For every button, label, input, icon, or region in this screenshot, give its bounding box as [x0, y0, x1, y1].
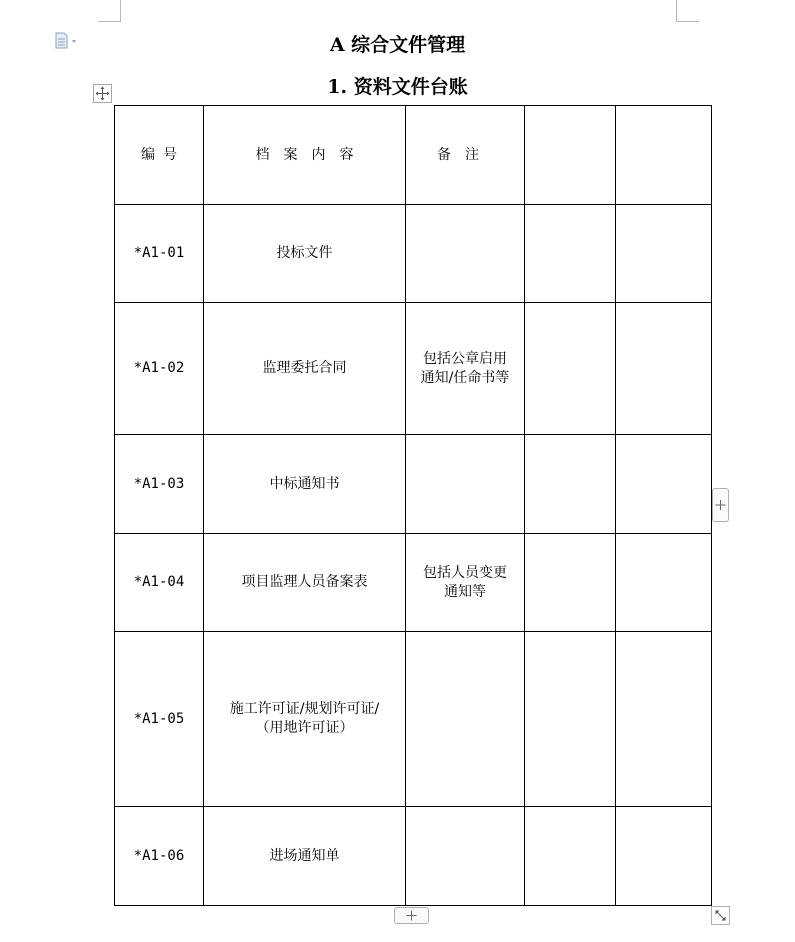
row-number-cell[interactable]: *A1-05	[115, 632, 204, 807]
row-number-cell[interactable]: *A1-01	[115, 205, 204, 303]
table-row	[115, 435, 712, 534]
row-extra-cell-1[interactable]	[525, 205, 616, 303]
row-extra-cell-2[interactable]	[616, 303, 712, 435]
plus-icon	[395, 908, 428, 923]
row-number-cell[interactable]: *A1-02	[115, 303, 204, 435]
content-line: 施工许可证/规划许可证/	[229, 701, 380, 717]
remark-line: 包括人员变更	[423, 564, 507, 581]
row-number-cell[interactable]: *A1-04	[115, 534, 204, 632]
header-content-cell[interactable]	[204, 106, 406, 205]
document-title: A 综合文件管理	[329, 34, 466, 56]
plus-icon	[713, 489, 728, 521]
row-number-cell[interactable]: *A1-03	[115, 435, 204, 534]
table-resize-handle[interactable]	[711, 906, 730, 925]
table-move-icon	[94, 85, 111, 102]
row-extra-cell-2[interactable]	[616, 205, 712, 303]
row-remark-cell[interactable]	[406, 807, 525, 906]
table-row	[115, 807, 712, 906]
row-extra-cell-2[interactable]	[616, 632, 712, 807]
header-content-label: 档案内容	[255, 146, 368, 163]
row-extra-cell-1[interactable]	[525, 435, 616, 534]
header-extra-cell-1[interactable]	[525, 106, 616, 205]
crop-mark-top-left	[98, 0, 121, 22]
row-extra-cell-1[interactable]	[525, 807, 616, 906]
header-remark-label: 备注	[437, 146, 493, 163]
table-header-row	[115, 106, 712, 205]
section-title: 1. 资料文件台账	[327, 76, 468, 98]
row-content-cell[interactable]	[204, 632, 406, 807]
content-line: （用地许可证）	[255, 720, 354, 736]
resize-diagonal-icon	[712, 907, 729, 924]
remark-line: 通知等	[444, 583, 486, 600]
row-extra-cell-2[interactable]	[616, 435, 712, 534]
remark-line: 包括公章启用	[423, 350, 507, 367]
row-extra-cell-1[interactable]	[525, 632, 616, 807]
header-number-cell[interactable]	[115, 106, 204, 205]
row-remark-cell[interactable]	[406, 205, 525, 303]
header-extra-cell-2[interactable]	[616, 106, 712, 205]
row-extra-cell-1[interactable]	[525, 534, 616, 632]
row-remark-cell[interactable]	[406, 534, 525, 632]
row-content-cell[interactable]: 中标通知书	[204, 435, 406, 534]
row-remark-cell[interactable]	[406, 435, 525, 534]
row-remark-cell[interactable]	[406, 632, 525, 807]
archive-ledger-table	[114, 105, 712, 906]
table-row	[115, 205, 712, 303]
row-content-cell[interactable]: 进场通知单	[204, 807, 406, 906]
table-row	[115, 534, 712, 632]
row-extra-cell-2[interactable]	[616, 534, 712, 632]
row-content-cell[interactable]: 投标文件	[204, 205, 406, 303]
crop-mark-top-right	[676, 0, 699, 22]
row-number-cell[interactable]: *A1-06	[115, 807, 204, 906]
table-row	[115, 632, 712, 807]
row-content-cell[interactable]: 监理委托合同	[204, 303, 406, 435]
row-remark-cell[interactable]	[406, 303, 525, 435]
remark-line: 通知/任命书等	[420, 369, 510, 386]
table-row	[115, 303, 712, 435]
add-column-button[interactable]	[712, 488, 729, 522]
table-move-handle[interactable]	[93, 84, 112, 103]
header-number-label: 编号	[141, 146, 185, 163]
row-extra-cell-2[interactable]	[616, 807, 712, 906]
row-extra-cell-1[interactable]	[525, 303, 616, 435]
header-remark-cell[interactable]	[406, 106, 525, 205]
row-content-cell[interactable]: 项目监理人员备案表	[204, 534, 406, 632]
add-row-button[interactable]	[394, 907, 429, 924]
